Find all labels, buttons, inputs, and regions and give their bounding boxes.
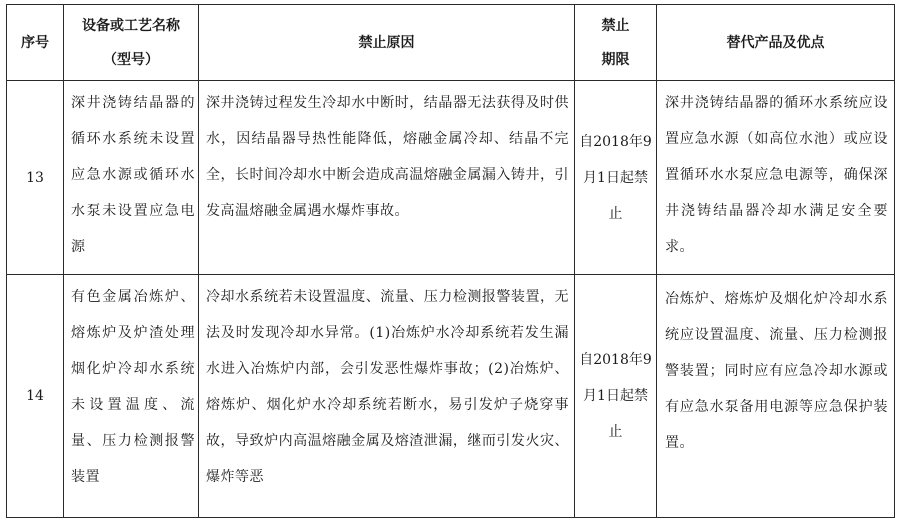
table-row: [7, 275, 895, 518]
header-name-line2: （型号）: [103, 51, 159, 68]
row-alternative: 深井浇铸结晶器的循环水系统应设置应急水源（如高位水池）或应设置循环水水泵应急电源等，确保深井浇铸结晶器冷却水满足安全要求。: [657, 81, 895, 275]
row-equipment-name: 有色金属冶炼炉、熔炼炉及炉渣处理烟化炉冷却水系统未设置温度、流量、压力检测报警装置: [64, 275, 199, 518]
row-equipment-name: 深井浇铸结晶器的循环水系统未设置应急水源或循环水水泵未设置应急电源: [64, 81, 199, 275]
row-seq: 13: [7, 81, 64, 275]
row-reason: 冷却水系统若未设置温度、流量、压力检测报警装置，无法及时发现冷却水异常。(1)冶炼炉水冷却系统若发生漏水进入冶炼炉内部，会引发恶性爆炸事故；(2)冶炼炉、熔炼炉、烟化炉水冷却系统若断水，易引发炉子烧穿事故，导致炉内高温熔融金属及熔渣泄漏，继而引发火灾、爆炸等恶: [199, 275, 575, 518]
header-seq: 序号: [7, 5, 64, 81]
header-row: [7, 5, 895, 81]
header-name-line1: 设备或工艺名称: [82, 17, 180, 34]
header-period-line1: 禁止: [601, 17, 630, 34]
row-seq: 14: [7, 275, 64, 518]
row-period: 自2018年9月1日起禁止: [575, 81, 657, 275]
row-reason: 深井浇铸过程发生冷却水中断时，结晶器无法获得及时供水，因结晶器导热性能降低，熔融金属冷却、结晶不完全，长时间冷却水中断会造成高温熔融金属漏入铸井，引发高温熔融金属遇水爆炸事故。: [199, 81, 575, 275]
table-row: [7, 81, 895, 275]
prohibited-equipment-table: [6, 4, 895, 518]
header-period-line2: 期限: [601, 51, 630, 68]
header-period: [575, 5, 657, 81]
header-reason: 禁止原因: [199, 5, 575, 81]
header-name: [64, 5, 199, 81]
row-alternative: 冶炼炉、熔炼炉及烟化炉冷却水系统应设置温度、流量、压力检测报警装置；同时应有应急冷却水源或有应急水泵备用电源等应急保护装置。: [657, 275, 895, 518]
row-period: 自2018年9月1日起禁止: [575, 275, 657, 518]
header-alternative: 替代产品及优点: [657, 5, 895, 81]
